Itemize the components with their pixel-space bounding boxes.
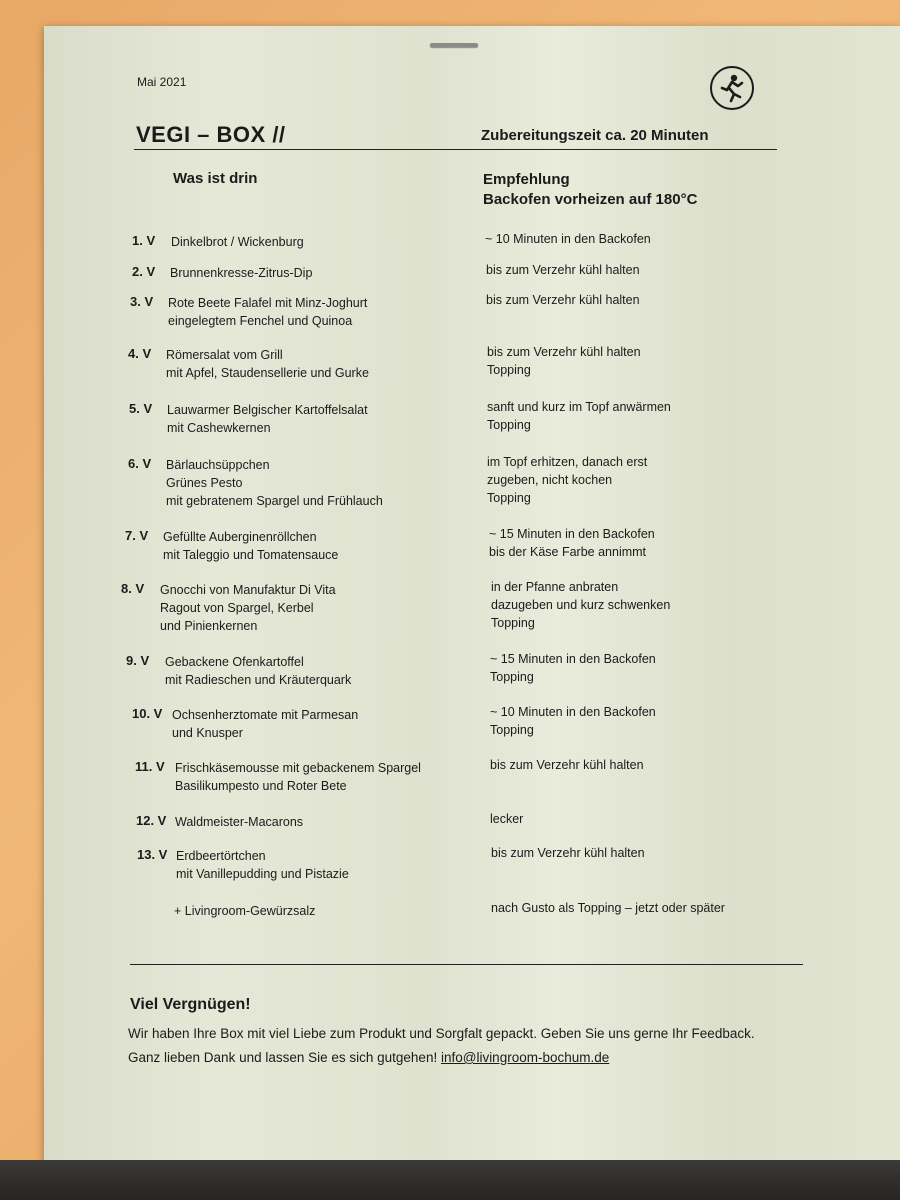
item-recommendation: [490, 650, 656, 686]
item-description: [166, 456, 383, 510]
item-number: 7. V: [125, 528, 149, 543]
recommendation-label: Empfehlung: [483, 171, 570, 188]
item-line: mit Taleggio und Tomatensauce: [163, 548, 339, 562]
item-line: mit Vanillepudding und Pistazie: [176, 867, 349, 881]
contents-heading: Was ist drin: [173, 170, 258, 187]
recommendation-line: Topping: [491, 616, 535, 630]
item-description: [165, 653, 351, 689]
recommendation-line: sanft und kurz im Topf anwärmen: [487, 400, 671, 414]
recommendation-line: Topping: [490, 723, 534, 737]
item-line: Rote Beete Falafel mit Minz-Joghurt: [168, 296, 368, 310]
recommendation-line: zugeben, nicht kochen: [487, 473, 613, 487]
item-line: mit gebratenem Spargel und Frühlauch: [166, 494, 383, 508]
item-description: [166, 346, 369, 382]
recommendation-heading: [483, 170, 697, 210]
item-recommendation: [491, 844, 645, 862]
recommendation-line: Topping: [490, 670, 534, 684]
date: Mai 2021: [137, 75, 187, 89]
item-description: [170, 264, 312, 282]
item-line: Grünes Pesto: [166, 476, 243, 490]
item-number: 11. V: [135, 759, 165, 774]
recommendation-line: Topping: [487, 363, 531, 377]
menu-sheet: [44, 26, 900, 1174]
item-line: Gefüllte Auberginenröllchen: [163, 530, 317, 544]
recommendation-line: Topping: [487, 491, 531, 505]
prep-time: Zubereitungszeit ca. 20 Minuten: [481, 127, 709, 144]
item-recommendation: [485, 230, 651, 248]
item-number: 12. V: [136, 813, 167, 828]
item-recommendation: [486, 261, 640, 279]
item-recommendation: [490, 703, 656, 739]
item-description: [172, 706, 358, 742]
item-number: 6. V: [128, 456, 152, 471]
recommendation-line: bis zum Verzehr kühl halten: [490, 758, 644, 772]
item-number: 9. V: [126, 653, 150, 668]
item-line: mit Radieschen und Kräuterquark: [165, 673, 352, 687]
item-number: 3. V: [130, 294, 154, 309]
item-line: + Livingroom-Gewürzsalz: [174, 904, 316, 918]
item-recommendation: [487, 398, 671, 434]
item-number: 5. V: [129, 401, 153, 416]
item-line: Gebackene Ofenkartoffel: [165, 655, 304, 669]
item-description: [160, 581, 336, 635]
closing-line-2-text: Ganz lieben Dank und lassen Sie es sich gutgehen!: [128, 1050, 438, 1065]
recommendation-line: Topping: [487, 418, 531, 432]
table-surface: [0, 1160, 900, 1200]
item-recommendation: [487, 453, 647, 507]
item-line: Ragout von Spargel, Kerbel: [160, 601, 314, 615]
item-recommendation: [486, 291, 640, 309]
item-description: [175, 759, 421, 795]
item-line: Frischkäsemousse mit gebackenem Spargel: [175, 761, 421, 775]
item-line: Ochsenherztomate mit Parmesan: [172, 708, 359, 722]
email-link[interactable]: info@livingroom-bochum.de: [440, 1050, 610, 1065]
item-description: [171, 233, 304, 251]
item-line: Dinkelbrot / Wickenburg: [171, 235, 304, 249]
staple: [430, 43, 478, 47]
item-line: Gnocchi von Manufaktur Di Vita: [160, 583, 336, 597]
footer-divider: [130, 964, 803, 965]
item-line: Basilikumpesto und Roter Bete: [175, 779, 347, 793]
item-line: Brunnenkresse-Zitrus-Dip: [170, 266, 313, 280]
page-title: VEGI – BOX //: [136, 122, 286, 147]
item-description: [168, 294, 367, 330]
item-number: 10. V: [132, 706, 163, 721]
item-recommendation: [491, 899, 725, 917]
item-recommendation: [490, 756, 644, 774]
item-line: Bärlauchsüppchen: [166, 458, 270, 472]
recommendation-line: bis der Käse Farbe annimmt: [489, 545, 647, 559]
item-description: [163, 528, 338, 564]
closing-line-1: Wir haben Ihre Box mit viel Liebe zum Produkt und Sorgfalt gepackt. Geben Sie uns gerne Ihr Feedback.: [128, 1026, 755, 1041]
recommendation-line: ~ 15 Minuten in den Backofen: [490, 652, 656, 666]
item-number: 4. V: [128, 346, 152, 361]
recommendation-line: bis zum Verzehr kühl halten: [486, 293, 640, 307]
item-line: und Pinienkernen: [160, 619, 258, 633]
item-line: Waldmeister-Macarons: [175, 815, 304, 829]
item-line: mit Cashewkernen: [167, 421, 271, 435]
item-number: 13. V: [137, 847, 168, 862]
item-description: [175, 813, 303, 831]
item-line: Lauwarmer Belgischer Kartoffelsalat: [167, 403, 368, 417]
item-line: eingelegtem Fenchel und Quinoa: [168, 314, 353, 328]
recommendation-line: dazugeben und kurz schwenken: [491, 598, 671, 612]
recommendation-line: ~ 15 Minuten in den Backofen: [489, 527, 655, 541]
closing-line-2: [128, 1050, 609, 1065]
item-line: mit Apfel, Staudensellerie und Gurke: [166, 366, 369, 380]
runner-logo-icon: [710, 66, 754, 110]
recommendation-line: ~ 10 Minuten in den Backofen: [485, 232, 651, 246]
item-recommendation: [489, 525, 655, 561]
item-line: und Knusper: [172, 726, 243, 740]
item-number: 1. V: [132, 233, 156, 248]
item-description: [176, 847, 349, 883]
item-recommendation: [487, 343, 641, 379]
recommendation-line: bis zum Verzehr kühl halten: [491, 846, 645, 860]
item-number: 8. V: [121, 581, 145, 596]
recommendation-line: bis zum Verzehr kühl halten: [486, 263, 640, 277]
recommendation-line: in der Pfanne anbraten: [491, 580, 619, 594]
item-recommendation: [490, 810, 523, 828]
item-line: Erdbeertörtchen: [176, 849, 266, 863]
item-description: [174, 902, 315, 920]
recommendation-line: bis zum Verzehr kühl halten: [487, 345, 641, 359]
recommendation-line: im Topf erhitzen, danach erst: [487, 455, 648, 469]
recommendation-line: lecker: [490, 812, 524, 826]
oven-preheat-note: Backofen vorheizen auf 180°C: [483, 191, 698, 208]
item-line: Römersalat vom Grill: [166, 348, 283, 362]
header-divider: [134, 149, 777, 150]
recommendation-line: nach Gusto als Topping – jetzt oder später: [491, 901, 725, 915]
closing-title: Viel Vergnügen!: [130, 996, 251, 1013]
item-description: [167, 401, 368, 437]
item-number: 2. V: [132, 264, 156, 279]
item-recommendation: [491, 578, 670, 632]
recommendation-line: ~ 10 Minuten in den Backofen: [490, 705, 656, 719]
